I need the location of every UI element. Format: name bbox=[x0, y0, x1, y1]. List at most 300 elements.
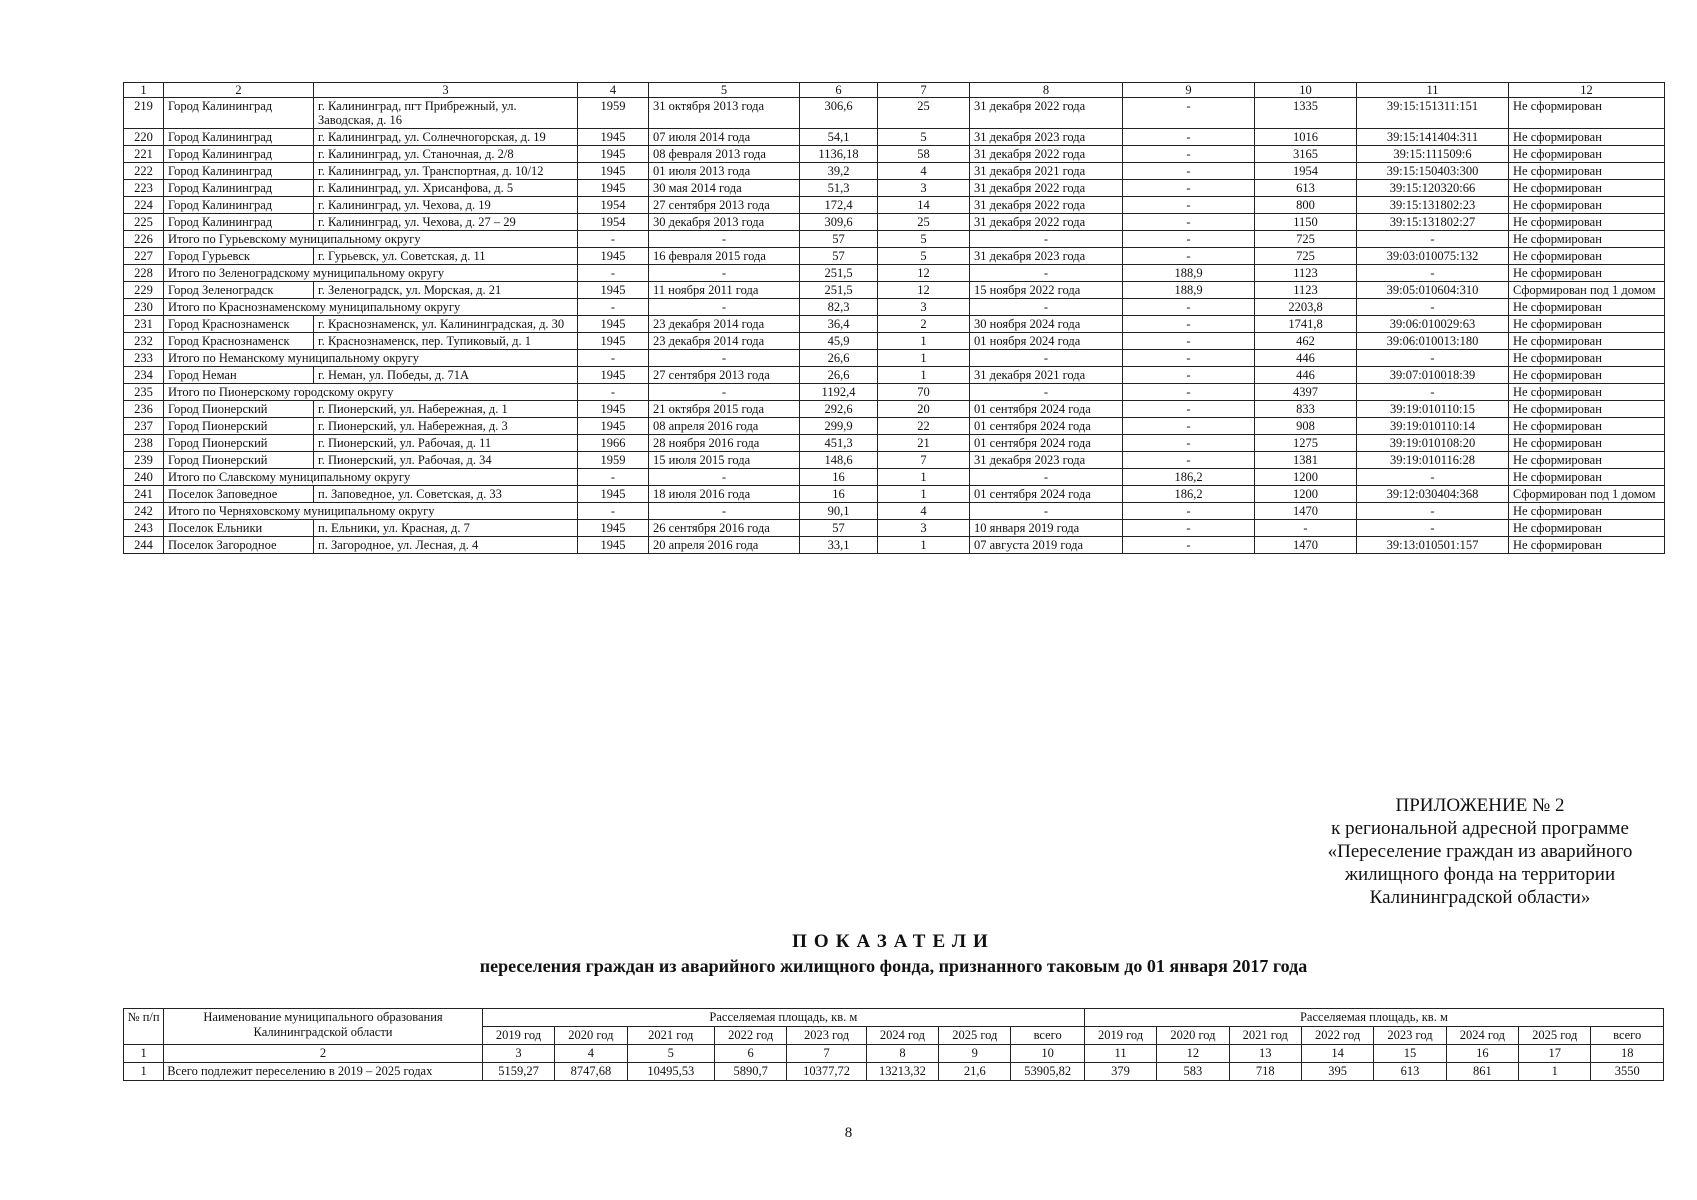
table-cell: Город Гурьевск bbox=[164, 248, 314, 265]
table-cell: 1945 bbox=[578, 418, 649, 435]
table-cell: Не сформирован bbox=[1509, 180, 1665, 197]
table-cell: 229 bbox=[124, 282, 164, 299]
table-cell: 1 bbox=[124, 83, 164, 98]
table-cell: 25 bbox=[878, 98, 970, 129]
table-cell: 2 bbox=[878, 316, 970, 333]
table-cell: 1959 bbox=[578, 98, 649, 129]
table-cell: Город Пионерский bbox=[164, 418, 314, 435]
table-cell: Поселок Ельники bbox=[164, 520, 314, 537]
document-heading bbox=[123, 930, 1664, 978]
table-cell: 39:15:111509:6 bbox=[1357, 146, 1509, 163]
table-cell: Не сформирован bbox=[1509, 231, 1665, 248]
table-cell: - bbox=[1255, 520, 1357, 537]
table-cell: 8 bbox=[970, 83, 1123, 98]
table-cell: 231 bbox=[124, 316, 164, 333]
table-cell: 15 июля 2015 года bbox=[649, 452, 800, 469]
total-row bbox=[124, 265, 1665, 282]
table-row bbox=[124, 180, 1665, 197]
table-cell: Город Пионерский bbox=[164, 435, 314, 452]
table-row bbox=[124, 418, 1665, 435]
table-cell: 1335 bbox=[1255, 98, 1357, 129]
table-cell: 306,6 bbox=[800, 98, 878, 129]
year-header: 2020 год bbox=[555, 1027, 627, 1045]
table-cell: п. Заповедное, ул. Советская, д. 33 bbox=[314, 486, 578, 503]
table-cell: 236 bbox=[124, 401, 164, 418]
table-cell: 21 октября 2015 года bbox=[649, 401, 800, 418]
table-cell: - bbox=[1357, 299, 1509, 316]
table-cell: - bbox=[1123, 180, 1255, 197]
column-number: 3 bbox=[482, 1045, 554, 1063]
table-cell: Город Калининград bbox=[164, 146, 314, 163]
table-cell: 4 bbox=[878, 503, 970, 520]
table-cell: г. Пионерский, ул. Рабочая, д. 34 bbox=[314, 452, 578, 469]
table-cell: - bbox=[1123, 520, 1255, 537]
table-cell: 1192,4 bbox=[800, 384, 878, 401]
table-cell: 225 bbox=[124, 214, 164, 231]
table-cell: 31 декабря 2021 года bbox=[970, 367, 1123, 384]
table-cell: 31 декабря 2021 года bbox=[970, 163, 1123, 180]
table-cell: 26,6 bbox=[800, 367, 878, 384]
table-row bbox=[124, 367, 1665, 384]
table-cell: 57 bbox=[800, 248, 878, 265]
table-row bbox=[124, 520, 1665, 537]
table-cell: Город Калининград bbox=[164, 98, 314, 129]
table-cell: 3 bbox=[878, 180, 970, 197]
table-cell: Не сформирован bbox=[1509, 435, 1665, 452]
table-cell: - bbox=[970, 231, 1123, 248]
page-number: 8 bbox=[844, 1125, 853, 1141]
table-cell: 1945 bbox=[578, 163, 649, 180]
table-row bbox=[124, 129, 1665, 146]
table-cell: 4397 bbox=[1255, 384, 1357, 401]
table-cell: - bbox=[1123, 197, 1255, 214]
table-row bbox=[124, 98, 1665, 129]
table-cell: Итого по Пионерскому городскому округу bbox=[164, 384, 578, 401]
table-cell: 27 сентября 2013 года bbox=[649, 197, 800, 214]
table-cell: 39:15:141404:311 bbox=[1357, 129, 1509, 146]
table-cell: 725 bbox=[1255, 231, 1357, 248]
column-number: 11 bbox=[1084, 1045, 1156, 1063]
column-number: 6 bbox=[715, 1045, 787, 1063]
table-cell: Не сформирован bbox=[1509, 146, 1665, 163]
table-row bbox=[124, 282, 1665, 299]
table-cell: 833 bbox=[1255, 401, 1357, 418]
table-cell: 5 bbox=[649, 83, 800, 98]
table-cell: 1 bbox=[878, 333, 970, 350]
table-cell: 10377,72 bbox=[787, 1063, 866, 1081]
table-cell: - bbox=[1357, 265, 1509, 282]
table-cell: 1 bbox=[1519, 1063, 1591, 1081]
column-number: 2 bbox=[164, 1045, 483, 1063]
table-cell: 1954 bbox=[578, 214, 649, 231]
table-cell: 16 bbox=[800, 469, 878, 486]
table-cell: Не сформирован bbox=[1509, 537, 1665, 554]
table-cell: - bbox=[970, 265, 1123, 282]
table-cell: - bbox=[970, 384, 1123, 401]
table-cell: 9 bbox=[1123, 83, 1255, 98]
table-cell: 233 bbox=[124, 350, 164, 367]
table-cell: 16 bbox=[800, 486, 878, 503]
table-cell: 1123 bbox=[1255, 265, 1357, 282]
table-cell: - bbox=[1123, 452, 1255, 469]
table-cell: 1945 bbox=[578, 282, 649, 299]
year-header: 2021 год bbox=[627, 1027, 714, 1045]
table-cell: 51,3 bbox=[800, 180, 878, 197]
table-cell: 27 сентября 2013 года bbox=[649, 367, 800, 384]
table-cell: Итого по Черняховскому муниципальному округу bbox=[164, 503, 578, 520]
table-cell: 299,9 bbox=[800, 418, 878, 435]
table-cell: 39:19:010116:28 bbox=[1357, 452, 1509, 469]
year-header: 2023 год bbox=[787, 1027, 866, 1045]
table-cell: 1381 bbox=[1255, 452, 1357, 469]
table-cell: - bbox=[649, 231, 800, 248]
table-cell: 8747,68 bbox=[555, 1063, 627, 1081]
table-cell: - bbox=[578, 503, 649, 520]
table-cell: 446 bbox=[1255, 350, 1357, 367]
table-cell: 243 bbox=[124, 520, 164, 537]
table-cell: г. Калининград, ул. Чехова, д. 19 bbox=[314, 197, 578, 214]
column-number: 18 bbox=[1591, 1045, 1664, 1063]
table-cell: 26,6 bbox=[800, 350, 878, 367]
table-cell: Город Краснознаменск bbox=[164, 333, 314, 350]
table-cell: 2 bbox=[164, 83, 314, 98]
col-no-header: № п/п bbox=[124, 1009, 164, 1045]
table-cell: Город Калининград bbox=[164, 197, 314, 214]
table-cell: 31 октября 2013 года bbox=[649, 98, 800, 129]
table-cell: г. Гурьевск, ул. Советская, д. 11 bbox=[314, 248, 578, 265]
table-row bbox=[124, 163, 1665, 180]
table-cell: 244 bbox=[124, 537, 164, 554]
table-row bbox=[124, 1063, 1664, 1081]
table-cell: Сформирован под 1 домом bbox=[1509, 486, 1665, 503]
column-number: 15 bbox=[1374, 1045, 1446, 1063]
column-number: 8 bbox=[866, 1045, 938, 1063]
table-cell: 58 bbox=[878, 146, 970, 163]
table-cell: - bbox=[649, 350, 800, 367]
table-cell: 1945 bbox=[578, 129, 649, 146]
table-cell: г. Калининград, ул. Транспортная, д. 10/12 bbox=[314, 163, 578, 180]
table-cell: г. Калининград, ул. Хрисанфова, д. 5 bbox=[314, 180, 578, 197]
table-cell: 08 апреля 2016 года bbox=[649, 418, 800, 435]
table-cell: 5 bbox=[878, 248, 970, 265]
table-cell: 21 bbox=[878, 435, 970, 452]
table-cell: 57 bbox=[800, 231, 878, 248]
table-cell: Не сформирован bbox=[1509, 520, 1665, 537]
table-cell: 39:15:131802:27 bbox=[1357, 214, 1509, 231]
table-cell: - bbox=[578, 469, 649, 486]
heading-subtitle: переселения граждан из аварийного жилищного фонда, признанного таковым до 01 января 2017 года bbox=[479, 956, 1308, 976]
table-cell: Не сформирован bbox=[1509, 214, 1665, 231]
table-row bbox=[124, 146, 1665, 163]
table-row bbox=[124, 435, 1665, 452]
table-cell: 21,6 bbox=[939, 1063, 1011, 1081]
table-cell: 1945 bbox=[578, 180, 649, 197]
year-header: 2024 год bbox=[1446, 1027, 1518, 1045]
year-header: 2019 год bbox=[482, 1027, 554, 1045]
table-cell: 1945 bbox=[578, 537, 649, 554]
table-cell: 1 bbox=[878, 350, 970, 367]
table-cell: 395 bbox=[1301, 1063, 1373, 1081]
table-cell: 10 bbox=[1255, 83, 1357, 98]
table-cell: 39:05:010604:310 bbox=[1357, 282, 1509, 299]
table-cell: - bbox=[578, 350, 649, 367]
table-cell: - bbox=[578, 265, 649, 282]
table-cell: 4 bbox=[578, 83, 649, 98]
table-cell: 30 декабря 2013 года bbox=[649, 214, 800, 231]
year-header: 2021 год bbox=[1229, 1027, 1301, 1045]
table-cell: 1966 bbox=[578, 435, 649, 452]
table-cell: 232 bbox=[124, 333, 164, 350]
table-cell: 1945 bbox=[578, 520, 649, 537]
table-cell: 01 сентября 2024 года bbox=[970, 486, 1123, 503]
table-cell: - bbox=[1357, 503, 1509, 520]
total-row bbox=[124, 384, 1665, 401]
table-cell: 82,3 bbox=[800, 299, 878, 316]
table-cell: - bbox=[1123, 503, 1255, 520]
table-cell: 221 bbox=[124, 146, 164, 163]
table-cell: - bbox=[1357, 384, 1509, 401]
table-cell: - bbox=[1357, 520, 1509, 537]
table-cell: - bbox=[970, 299, 1123, 316]
table-cell: 25 bbox=[878, 214, 970, 231]
table-cell: 240 bbox=[124, 469, 164, 486]
table-cell: Не сформирован bbox=[1509, 367, 1665, 384]
table-cell: 30 мая 2014 года bbox=[649, 180, 800, 197]
table-cell: 1 bbox=[878, 537, 970, 554]
table-cell: 1945 bbox=[578, 486, 649, 503]
table-cell: 39:03:010075:132 bbox=[1357, 248, 1509, 265]
year-header: 2025 год bbox=[1519, 1027, 1591, 1045]
table-cell: 1 bbox=[878, 486, 970, 503]
appendix-line: к региональной адресной программе bbox=[1331, 818, 1629, 839]
table-cell: 3 bbox=[314, 83, 578, 98]
table-cell: Не сформирован bbox=[1509, 452, 1665, 469]
table-cell: 238 bbox=[124, 435, 164, 452]
table-cell: г. Калининград, ул. Станочная, д. 2/8 bbox=[314, 146, 578, 163]
table-cell: - bbox=[578, 384, 649, 401]
table-cell: 6 bbox=[800, 83, 878, 98]
table-cell: 241 bbox=[124, 486, 164, 503]
table-cell: - bbox=[1357, 469, 1509, 486]
table-cell: Город Калининград bbox=[164, 214, 314, 231]
table-cell: - bbox=[970, 503, 1123, 520]
total-row bbox=[124, 469, 1665, 486]
table-cell: Не сформирован bbox=[1509, 418, 1665, 435]
table-row bbox=[124, 333, 1665, 350]
table-cell: - bbox=[649, 265, 800, 282]
column-number: 5 bbox=[627, 1045, 714, 1063]
table-cell: - bbox=[1123, 146, 1255, 163]
table-cell: Не сформирован bbox=[1509, 384, 1665, 401]
table-cell: 186,2 bbox=[1123, 486, 1255, 503]
table-cell: 39:19:010108:20 bbox=[1357, 435, 1509, 452]
table-cell: г. Калининград, ул. Чехова, д. 27 – 29 bbox=[314, 214, 578, 231]
table-cell: 1741,8 bbox=[1255, 316, 1357, 333]
table-cell: 12 bbox=[878, 282, 970, 299]
table-cell: 36,4 bbox=[800, 316, 878, 333]
table-cell: г. Пионерский, ул. Набережная, д. 1 bbox=[314, 401, 578, 418]
table-cell: 583 bbox=[1157, 1063, 1229, 1081]
table-cell: Итого по Славскому муниципальному округу bbox=[164, 469, 578, 486]
column-number: 1 bbox=[124, 1045, 164, 1063]
table-cell: 90,1 bbox=[800, 503, 878, 520]
table-cell: 23 декабря 2014 года bbox=[649, 316, 800, 333]
table-cell: 379 bbox=[1084, 1063, 1156, 1081]
table-cell: 39,2 bbox=[800, 163, 878, 180]
table-cell: 613 bbox=[1255, 180, 1357, 197]
table-cell: - bbox=[649, 384, 800, 401]
table-cell: 309,6 bbox=[800, 214, 878, 231]
table-cell: 5890,7 bbox=[715, 1063, 787, 1081]
table-cell: - bbox=[578, 231, 649, 248]
table-cell: 11 bbox=[1357, 83, 1509, 98]
table-cell: 235 bbox=[124, 384, 164, 401]
table-cell: 1 bbox=[878, 367, 970, 384]
table-cell: г. Краснознаменск, пер. Тупиковый, д. 1 bbox=[314, 333, 578, 350]
table-cell: г. Калининград, пгт Прибрежный, ул. Заводская, д. 16 bbox=[314, 98, 578, 129]
table-cell: г. Зеленоградск, ул. Морская, д. 21 bbox=[314, 282, 578, 299]
table-cell: 53905,82 bbox=[1011, 1063, 1084, 1081]
col-name-header: Наименование муниципального образования Калининградской области bbox=[164, 1009, 483, 1045]
table-cell: 39:15:131802:23 bbox=[1357, 197, 1509, 214]
column-number: 9 bbox=[939, 1045, 1011, 1063]
table-cell: Не сформирован bbox=[1509, 163, 1665, 180]
table-cell: 39:06:010029:63 bbox=[1357, 316, 1509, 333]
table-cell: Не сформирован bbox=[1509, 265, 1665, 282]
table-cell: 39:15:120320:66 bbox=[1357, 180, 1509, 197]
table-cell: 20 апреля 2016 года bbox=[649, 537, 800, 554]
table-cell: 242 bbox=[124, 503, 164, 520]
table-cell: 800 bbox=[1255, 197, 1357, 214]
table-cell: - bbox=[1123, 418, 1255, 435]
table-cell: 39:15:150403:300 bbox=[1357, 163, 1509, 180]
table-cell: Город Зеленоградск bbox=[164, 282, 314, 299]
table-cell: 01 сентября 2024 года bbox=[970, 435, 1123, 452]
table-cell: 725 bbox=[1255, 248, 1357, 265]
year-header: 2020 год bbox=[1157, 1027, 1229, 1045]
table-cell: - bbox=[578, 299, 649, 316]
table-cell: 172,4 bbox=[800, 197, 878, 214]
table-cell: 228 bbox=[124, 265, 164, 282]
table-cell: 861 bbox=[1446, 1063, 1518, 1081]
table-cell: 39:19:010110:15 bbox=[1357, 401, 1509, 418]
table-cell: 20 bbox=[878, 401, 970, 418]
column-number: 4 bbox=[555, 1045, 627, 1063]
table-cell: 188,9 bbox=[1123, 265, 1255, 282]
table-cell: 3 bbox=[878, 520, 970, 537]
table-cell: 1945 bbox=[578, 367, 649, 384]
table-cell: Итого по Краснознаменскому муниципальному округу bbox=[164, 299, 578, 316]
table-cell: 1136,18 bbox=[800, 146, 878, 163]
group-header-area: Расселяемая площадь, кв. м bbox=[1084, 1009, 1663, 1027]
table-cell: 223 bbox=[124, 180, 164, 197]
table-cell: 1 bbox=[878, 469, 970, 486]
year-header: 2022 год bbox=[715, 1027, 787, 1045]
year-header: 2019 год bbox=[1084, 1027, 1156, 1045]
table-cell: 1945 bbox=[578, 316, 649, 333]
table-cell: 15 ноября 2022 года bbox=[970, 282, 1123, 299]
table-cell: 57 bbox=[800, 520, 878, 537]
table-cell: 239 bbox=[124, 452, 164, 469]
column-number: 14 bbox=[1301, 1045, 1373, 1063]
table-cell: 10 января 2019 года bbox=[970, 520, 1123, 537]
table-cell: Город Пионерский bbox=[164, 401, 314, 418]
appendix-caption bbox=[1280, 794, 1680, 909]
table-cell: п. Ельники, ул. Красная, д. 7 bbox=[314, 520, 578, 537]
column-number: 13 bbox=[1229, 1045, 1301, 1063]
table-cell: Итого по Неманскому муниципальному округу bbox=[164, 350, 578, 367]
table-cell: Поселок Загородное bbox=[164, 537, 314, 554]
heading-title: ПОКАЗАТЕЛИ bbox=[792, 931, 995, 952]
table-cell: 230 bbox=[124, 299, 164, 316]
table-cell: Город Калининград bbox=[164, 163, 314, 180]
table-cell: Не сформирован bbox=[1509, 98, 1665, 129]
total-row bbox=[124, 299, 1665, 316]
group-header-area: Расселяемая площадь, кв. м bbox=[482, 1009, 1084, 1027]
table-cell: 16 февраля 2015 года bbox=[649, 248, 800, 265]
table-cell: 1954 bbox=[1255, 163, 1357, 180]
table-cell: 251,5 bbox=[800, 282, 878, 299]
table-cell: 1959 bbox=[578, 452, 649, 469]
table-cell: Поселок Заповедное bbox=[164, 486, 314, 503]
appendix-line: Калининградской области» bbox=[1369, 887, 1591, 908]
table-cell: 45,9 bbox=[800, 333, 878, 350]
table-cell: 613 bbox=[1374, 1063, 1446, 1081]
table-cell: 1200 bbox=[1255, 486, 1357, 503]
total-row bbox=[124, 231, 1665, 248]
table-cell: 54,1 bbox=[800, 129, 878, 146]
table-cell: 4 bbox=[878, 163, 970, 180]
table-cell: 1945 bbox=[578, 333, 649, 350]
table-cell: 01 сентября 2024 года bbox=[970, 418, 1123, 435]
table-cell: 07 июля 2014 года bbox=[649, 129, 800, 146]
table-cell: - bbox=[1123, 231, 1255, 248]
table-cell: - bbox=[1123, 299, 1255, 316]
table-cell: 01 июля 2013 года bbox=[649, 163, 800, 180]
table-cell: - bbox=[649, 299, 800, 316]
table-cell: 446 bbox=[1255, 367, 1357, 384]
table-cell: Всего подлежит переселению в 2019 – 2025 годах bbox=[164, 1063, 483, 1081]
table-cell: Город Пионерский bbox=[164, 452, 314, 469]
table-cell: Не сформирован bbox=[1509, 197, 1665, 214]
table-cell: 3165 bbox=[1255, 146, 1357, 163]
table-cell: Город Неман bbox=[164, 367, 314, 384]
table-cell: - bbox=[970, 350, 1123, 367]
table-cell: - bbox=[1123, 435, 1255, 452]
table-cell: 3550 bbox=[1591, 1063, 1664, 1081]
column-number-row bbox=[124, 1045, 1664, 1063]
table-cell: 01 сентября 2024 года bbox=[970, 401, 1123, 418]
table-cell: г. Краснознаменск, ул. Калининградская, д. 30 bbox=[314, 316, 578, 333]
column-number: 12 bbox=[1157, 1045, 1229, 1063]
table-cell: 18 июля 2016 года bbox=[649, 486, 800, 503]
table-row bbox=[124, 248, 1665, 265]
table-cell: 219 bbox=[124, 98, 164, 129]
table-cell: 3 bbox=[878, 299, 970, 316]
table-cell: 26 сентября 2016 года bbox=[649, 520, 800, 537]
table-cell: 31 декабря 2022 года bbox=[970, 197, 1123, 214]
table-cell: 2203,8 bbox=[1255, 299, 1357, 316]
table-cell: - bbox=[649, 469, 800, 486]
table-cell: Не сформирован bbox=[1509, 299, 1665, 316]
year-header: 2025 год bbox=[939, 1027, 1011, 1045]
table-cell: 237 bbox=[124, 418, 164, 435]
table-cell: - bbox=[1123, 333, 1255, 350]
table-cell: - bbox=[1357, 231, 1509, 248]
table-cell: 5 bbox=[878, 231, 970, 248]
table-cell: г. Неман, ул. Победы, д. 71А bbox=[314, 367, 578, 384]
table-cell: 33,1 bbox=[800, 537, 878, 554]
